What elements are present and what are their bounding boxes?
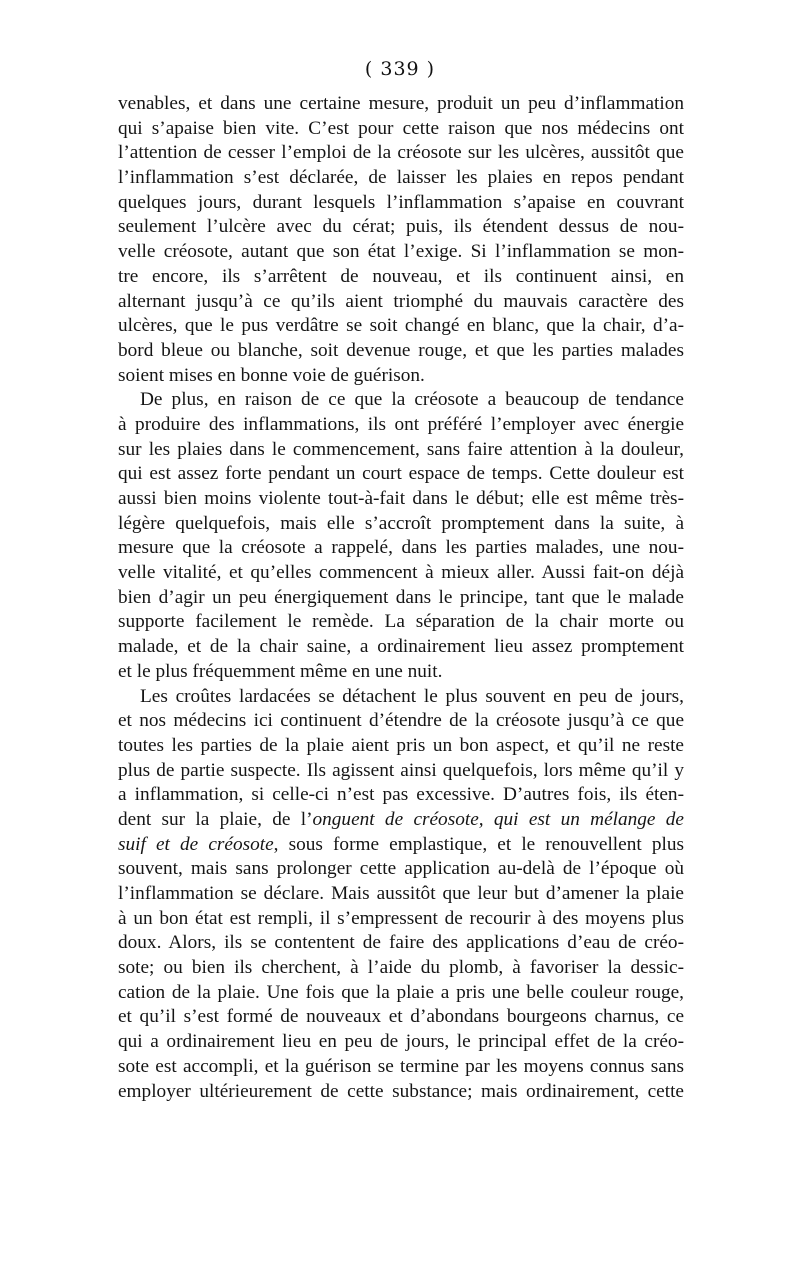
- text-run: tre encore, ils s’arrêtent de nouveau, et ils continuent ainsi, en: [118, 265, 684, 287]
- text-line: [118, 907, 684, 932]
- body-text: [118, 92, 684, 1104]
- text-run: velle vitalité, et qu’elles commencent à mieux aller. Aussi fait-on déjà: [118, 562, 684, 584]
- text-line: [118, 117, 684, 142]
- text-run: qui a ordinairement lieu en peu de jours, le principal effet de la créo-: [118, 1031, 684, 1053]
- text-line: [118, 981, 684, 1006]
- text-line: [118, 1080, 684, 1105]
- text-run: à un bon état est rempli, il s’empressent de recourir à des moyens plus: [118, 907, 684, 929]
- text-run: doux. Alors, ils se contentent de faire des applications d’eau de créo-: [118, 932, 684, 954]
- text-line: [118, 215, 684, 240]
- text-run: alternant jusqu’à ce qu’ils aient triomphé du mauvais caractère des: [118, 290, 684, 312]
- text-run: et le plus fréquemment même en une nuit.: [118, 660, 443, 682]
- text-line: [118, 141, 684, 166]
- text-line: [118, 413, 684, 438]
- text-line: [118, 265, 684, 290]
- text-run: sur les plaies dans le commencement, sans faire attention à la douleur,: [118, 438, 684, 460]
- text-line: [118, 487, 684, 512]
- text-line: [118, 561, 684, 586]
- text-run: malade, et de la chair saine, a ordinairement lieu assez promptement: [118, 636, 684, 658]
- text-run: et nos médecins ici continuent d’étendre de la créosote jusqu’à ce que: [118, 710, 684, 732]
- text-run: seulement l’ulcère avec du cérat; puis, ils étendent dessus de nou-: [118, 216, 684, 238]
- text-line: [118, 314, 684, 339]
- text-line: [118, 808, 684, 833]
- text-run: venables, et dans une certaine mesure, produit un peu d’inflammation: [118, 93, 684, 114]
- text-line: [118, 685, 684, 710]
- text-line: [118, 240, 684, 265]
- text-line: [118, 462, 684, 487]
- text-line: [118, 586, 684, 611]
- text-run: toutes les parties de la plaie aient pris un bon aspect, et qu’il ne reste: [118, 734, 684, 756]
- text-run: qui est assez forte pendant un court espace de temps. Cette douleur est: [118, 463, 684, 485]
- text-run: soient mises en bonne voie de guérison.: [118, 364, 425, 386]
- page-number: ( 339 ): [364, 58, 436, 80]
- text-run: souvent, mais sans prolonger cette application au-delà de l’époque où: [118, 858, 684, 880]
- text-line: [118, 191, 684, 216]
- text-run: , sous forme emplastique, et le renouvellent plus: [273, 833, 684, 855]
- text-run: supporte facilement le remède. La séparation de la chair morte ou: [118, 611, 684, 633]
- text-run: quelques jours, durant lesquels l’inflammation s’apaise en couvrant: [118, 191, 684, 213]
- text-run: plus de partie suspecte. Ils agissent ainsi quelquefois, lors même qu’il y: [118, 759, 684, 781]
- text-line: [118, 512, 684, 537]
- text-run: aussi bien moins violente tout-à-fait dans le début; elle est même très-: [118, 488, 684, 509]
- text-line: [118, 438, 684, 463]
- text-run: De plus, en raison de ce que la créosote a beaucoup de tendance: [140, 389, 684, 411]
- text-line: [118, 956, 684, 981]
- text-line: [118, 1005, 684, 1030]
- text-line: [118, 536, 684, 561]
- text-line: [118, 857, 684, 882]
- text-run: qui s’apaise bien vite. C’est pour cette raison que nos médecins ont: [118, 117, 684, 139]
- text-run: mesure que la créosote a rappelé, dans les parties malades, une nou-: [118, 537, 684, 559]
- text-run: l’attention de cesser l’emploi de la créosote sur les ulcères, aussitôt que: [118, 142, 684, 164]
- text-run: l’inflammation se déclare. Mais aussitôt que leur but d’amener la plaie: [118, 883, 684, 904]
- text-line: [118, 833, 684, 858]
- text-line: [118, 759, 684, 784]
- text-run: sote; ou bien ils cherchent, à l’aide du plomb, à favoriser la dessic-: [118, 957, 684, 979]
- text-line: [118, 734, 684, 759]
- text-run: à produire des inflammations, ils ont préféré l’employer avec énergie: [118, 413, 684, 435]
- text-run: bord bleue ou blanche, soit devenue rouge, et que les parties malades: [118, 339, 684, 361]
- text-line: [118, 610, 684, 635]
- text-run: et qu’il s’est formé de nouveaux et d’abondans bourgeons charnus, ce: [118, 1006, 684, 1028]
- italic-text-run: onguent de créosote, qui est un mélange de: [312, 808, 684, 830]
- text-run: bien d’agir un peu énergiquement dans le principe, tant que le malade: [118, 586, 684, 608]
- text-run: velle créosote, autant que son état l’exige. Si l’inflammation se mon-: [118, 241, 684, 263]
- text-run: cation de la plaie. Une fois que la plaie a pris une belle couleur rouge,: [118, 981, 684, 1003]
- text-line: [118, 1055, 684, 1080]
- text-run: ulcères, que le pus verdâtre se soit changé en blanc, que la chair, d’a-: [118, 315, 684, 337]
- text-line: [118, 660, 684, 685]
- text-run: légère quelquefois, mais elle s’accroît promptement dans la suite, à: [118, 512, 684, 534]
- text-line: [118, 635, 684, 660]
- italic-text-run: suif et de créosote: [118, 833, 274, 855]
- text-line: [118, 339, 684, 364]
- text-line: [118, 931, 684, 956]
- text-line: [118, 709, 684, 734]
- text-line: [118, 290, 684, 315]
- text-run: dent sur la plaie, de l’: [118, 808, 313, 830]
- text-line: [118, 1030, 684, 1055]
- text-line: [118, 783, 684, 808]
- text-run: sote est accompli, et la guérison se termine par les moyens connus sans: [118, 1055, 684, 1077]
- text-run: Les croûtes lardacées se détachent le plus souvent en peu de jours,: [140, 685, 684, 707]
- text-line: [118, 388, 684, 413]
- text-line: [118, 364, 684, 389]
- text-line: [118, 882, 684, 907]
- text-run: l’inflammation s’est déclarée, de laisser les plaies en repos pendant: [118, 167, 684, 189]
- text-run: a inflammation, si celle-ci n’est pas excessive. D’autres fois, ils éten-: [118, 784, 684, 806]
- text-run: employer ultérieurement de cette substance; mais ordinairement, cette: [118, 1080, 684, 1102]
- text-line: [118, 92, 684, 117]
- text-line: [118, 166, 684, 191]
